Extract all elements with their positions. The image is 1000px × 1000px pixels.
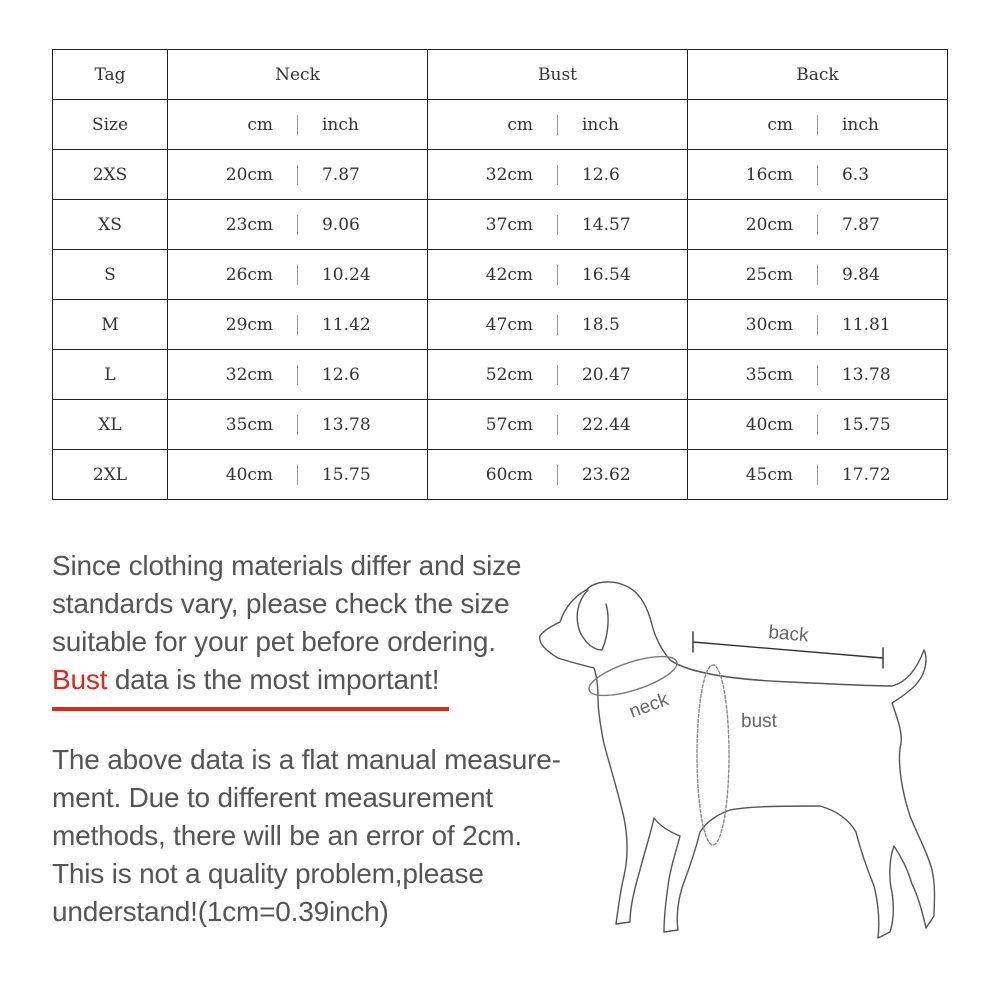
cm-value: 29cm [225, 314, 274, 335]
separator [557, 165, 558, 185]
separator [297, 315, 298, 335]
back-cell [688, 150, 948, 200]
note1-line-important [52, 661, 552, 699]
separator [817, 415, 818, 435]
separator [557, 215, 558, 235]
cm-value: cm [507, 114, 534, 135]
inch-value: inch [321, 114, 359, 135]
units-row [53, 100, 948, 150]
inch-value: 9.06 [321, 214, 360, 235]
value-pair [428, 250, 687, 299]
tag-header: Tag [53, 50, 168, 100]
table-row [53, 250, 948, 300]
inch-value: 22.44 [581, 414, 631, 435]
separator [297, 365, 298, 385]
inch-value: 7.87 [841, 214, 880, 235]
value-pair [168, 400, 427, 449]
cm-value: 23cm [225, 214, 274, 235]
dog-ear-icon [577, 590, 608, 650]
separator [297, 165, 298, 185]
bust-cell [428, 150, 688, 200]
inch-value: 12.6 [581, 164, 620, 185]
table-row [53, 200, 948, 250]
back-cell [688, 200, 948, 250]
value-pair [688, 300, 947, 349]
value-pair [688, 250, 947, 299]
neck-cell [168, 300, 428, 350]
value-pair [168, 300, 427, 349]
column-header-neck: Neck [168, 50, 428, 100]
inch-value: inch [841, 114, 879, 135]
separator [557, 265, 558, 285]
cm-value: 42cm [485, 264, 534, 285]
inch-value: 6.3 [841, 164, 870, 185]
neck-cell [168, 350, 428, 400]
inch-value: 18.5 [581, 314, 620, 335]
size-chart-body [53, 50, 948, 500]
inch-value: inch [581, 114, 619, 135]
separator [817, 265, 818, 285]
inch-value: 12.6 [321, 364, 360, 385]
table-row [53, 450, 948, 500]
neck-cell [168, 450, 428, 500]
cm-value: 57cm [485, 414, 534, 435]
inch-value: 14.57 [581, 214, 631, 235]
value-pair [168, 350, 427, 399]
cm-value: 40cm [745, 414, 794, 435]
dog-measurement-diagram [530, 570, 950, 950]
cm-value: cm [767, 114, 794, 135]
back-label: back [767, 622, 810, 647]
inch-value: 10.24 [321, 264, 371, 285]
table-row [53, 300, 948, 350]
separator [557, 115, 558, 135]
value-pair [428, 300, 687, 349]
important-text: data is the most important! [107, 664, 440, 695]
back-cell [688, 450, 948, 500]
inch-value: 11.42 [321, 314, 371, 335]
cm-value: 32cm [485, 164, 534, 185]
unit-cell [428, 100, 688, 150]
bust-cell [428, 350, 688, 400]
separator [297, 465, 298, 485]
inch-value: 7.87 [321, 164, 360, 185]
back-cell [688, 300, 948, 350]
neck-measure-ring [585, 648, 681, 703]
value-pair [168, 200, 427, 249]
column-header-back: Back [688, 50, 948, 100]
bust-cell [428, 250, 688, 300]
value-pair [168, 100, 427, 149]
bust-cell [428, 450, 688, 500]
separator [557, 465, 558, 485]
value-pair [688, 450, 947, 499]
value-pair [428, 200, 687, 249]
value-pair [688, 400, 947, 449]
cm-value: 35cm [745, 364, 794, 385]
inch-value: 17.72 [841, 464, 891, 485]
header-row [53, 50, 948, 100]
neck-cell [168, 400, 428, 450]
separator [297, 265, 298, 285]
unit-cell [168, 100, 428, 150]
back-cell [688, 400, 948, 450]
cm-value: 60cm [485, 464, 534, 485]
value-pair [428, 350, 687, 399]
cm-value: 52cm [485, 364, 534, 385]
table-row [53, 150, 948, 200]
note1-line: suitable for your pet before ordering. [52, 626, 496, 657]
neck-cell [168, 150, 428, 200]
value-pair [168, 150, 427, 199]
back-cell [688, 350, 948, 400]
separator [557, 415, 558, 435]
value-pair [688, 200, 947, 249]
cm-value: 47cm [485, 314, 534, 335]
note1-line: standards vary, please check the size [52, 588, 510, 619]
note2-line: methods, there will be an error of 2cm. [52, 820, 522, 851]
cm-value: cm [247, 114, 274, 135]
inch-value: 13.78 [321, 414, 371, 435]
value-pair [688, 350, 947, 399]
inch-value: 20.47 [581, 364, 631, 385]
measurement-note [52, 741, 562, 931]
separator [297, 415, 298, 435]
separator [817, 465, 818, 485]
cm-value: 35cm [225, 414, 274, 435]
cm-value: 16cm [745, 164, 794, 185]
cm-value: 20cm [745, 214, 794, 235]
red-divider [52, 707, 449, 711]
cm-value: 32cm [225, 364, 274, 385]
cm-value: 45cm [745, 464, 794, 485]
value-pair [688, 100, 947, 149]
inch-value: 11.81 [841, 314, 891, 335]
value-pair [428, 100, 687, 149]
cm-value: 26cm [225, 264, 274, 285]
bust-highlight: Bust [52, 664, 108, 695]
inch-value: 13.78 [841, 364, 891, 385]
size-cell: L [53, 350, 168, 400]
unit-cell [688, 100, 948, 150]
neck-cell [168, 200, 428, 250]
separator [817, 365, 818, 385]
size-cell: XS [53, 200, 168, 250]
cm-value: 20cm [225, 164, 274, 185]
back-cell [688, 250, 948, 300]
value-pair [688, 150, 947, 199]
separator [297, 115, 298, 135]
size-cell: 2XS [53, 150, 168, 200]
column-header-bust: Bust [428, 50, 688, 100]
table-row [53, 350, 948, 400]
bust-cell [428, 300, 688, 350]
size-advice-note [52, 547, 552, 699]
cm-value: 30cm [745, 314, 794, 335]
inch-value: 15.75 [841, 414, 891, 435]
value-pair [168, 450, 427, 499]
note2-line: This is not a quality problem,please [52, 858, 484, 889]
size-chart-table [52, 49, 948, 500]
separator [297, 215, 298, 235]
cm-value: 40cm [225, 464, 274, 485]
separator [817, 115, 818, 135]
separator [817, 165, 818, 185]
bust-cell [428, 200, 688, 250]
note2-line: understand!(1cm=0.39inch) [52, 896, 389, 927]
separator [557, 315, 558, 335]
inch-value: 15.75 [321, 464, 371, 485]
bust-cell [428, 400, 688, 450]
value-pair [428, 150, 687, 199]
size-header: Size [53, 100, 168, 150]
separator [817, 315, 818, 335]
size-cell: M [53, 300, 168, 350]
cm-value: 37cm [485, 214, 534, 235]
size-cell: XL [53, 400, 168, 450]
note2-line: The above data is a flat manual measure- [52, 744, 561, 775]
separator [817, 215, 818, 235]
note2-line: ment. Due to different measurement [52, 782, 493, 813]
note1-line: Since clothing materials differ and size [52, 550, 522, 581]
value-pair [428, 400, 687, 449]
dog-outline-icon [540, 582, 935, 938]
neck-cell [168, 250, 428, 300]
table-row [53, 400, 948, 450]
inch-value: 9.84 [841, 264, 880, 285]
inch-value: 16.54 [581, 264, 631, 285]
cm-value: 25cm [745, 264, 794, 285]
value-pair [168, 250, 427, 299]
separator [557, 365, 558, 385]
value-pair [428, 450, 687, 499]
size-cell: S [53, 250, 168, 300]
inch-value: 23.62 [581, 464, 631, 485]
neck-label: neck [626, 689, 672, 723]
bust-label: bust [741, 711, 777, 732]
size-cell: 2XL [53, 450, 168, 500]
